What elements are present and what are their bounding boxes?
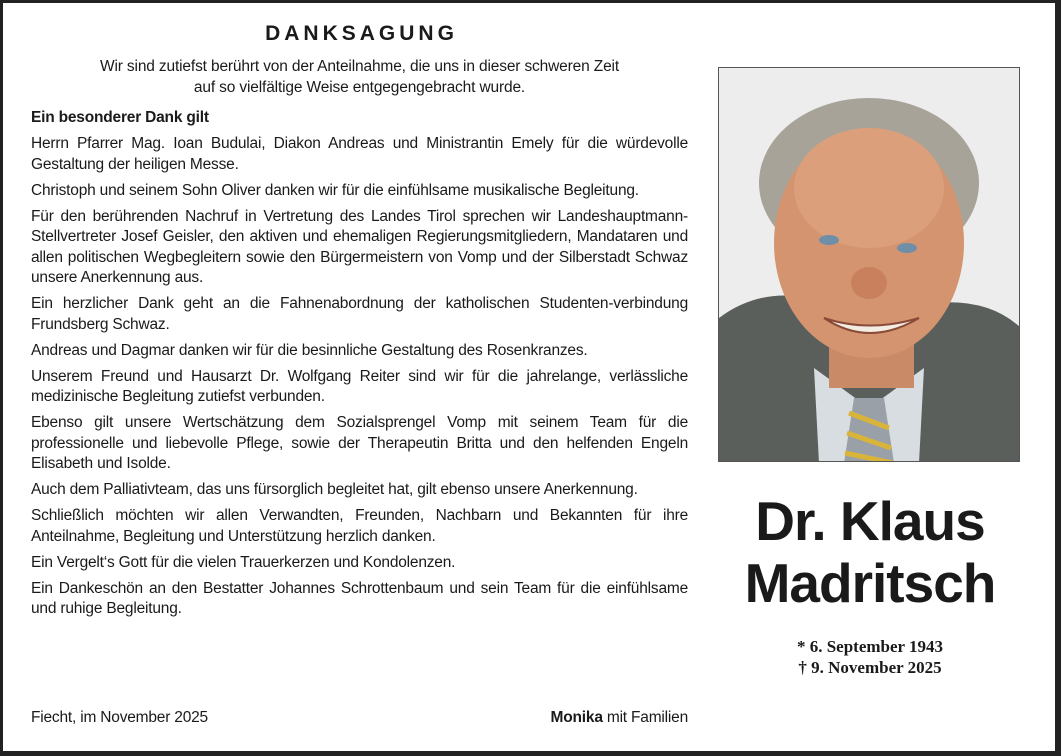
paragraph: Ein Dankeschön an den Bestatter Johannes Schrottenbaum und sein Team für die einfühlsame und ruhige Begleitung. bbox=[31, 579, 688, 617]
name-line-1: Dr. Klaus bbox=[755, 490, 985, 552]
paragraph: Ebenso gilt unsere Wertschätzung dem Sozialsprengel Vomp mit seinem Team für die professionelle und liebevolle Pflege, sowie der Therapeutin Britta und den helfenden Engeln Elisabeth und Isolde. bbox=[31, 414, 688, 472]
signature-rest: mit Familien bbox=[602, 709, 688, 726]
life-dates bbox=[700, 636, 1040, 678]
birth-date: * 6. September 1943 bbox=[796, 637, 944, 656]
paragraph: Herrn Pfarrer Mag. Ioan Budulai, Diakon Andreas und Ministrantin Emely für die würdevolle Gestaltung der heiligen Messe. bbox=[31, 135, 688, 173]
paragraph: Andreas und Dagmar danken wir für die besinnliche Gestaltung des Rosenkranzes. bbox=[31, 341, 588, 359]
signature bbox=[551, 709, 688, 727]
intro-line-1: Wir sind zutiefst berührt von der Anteilnahme, die uns in dieser schweren Zeit bbox=[99, 58, 619, 75]
paragraph: Unserem Freund und Hausarzt Dr. Wolfgang Reiter sind wir für die jahrelange, verlässliche medizinische Begleitung zutiefst verbunden. bbox=[31, 367, 688, 405]
deceased-name bbox=[700, 490, 1040, 614]
page-title: DANKSAGUNG bbox=[265, 22, 458, 45]
signature-name: Monika bbox=[550, 709, 603, 726]
paragraph: Ein Vergelt‘s Gott für die vielen Trauerkerzen und Kondolenzen. bbox=[31, 553, 456, 571]
paragraph: Christoph und seinem Sohn Oliver danken wir für die einfühlsame musikalische Begleitung. bbox=[31, 181, 639, 199]
paragraph: Für den berührenden Nachruf in Vertretung des Landes Tirol sprechen wir Landeshauptmann-Stellvertreter Josef Geisler, den aktiven und ehemaligen Regierungsmitgliedern, Mandataren und allen politischen Wegbegleitern sowie den Bürgermeistern von Vomp und der Silberstadt Schwaz unsere Anerkennung aus. bbox=[31, 207, 688, 286]
death-date: † 9. November 2025 bbox=[798, 658, 942, 677]
paragraph: Auch dem Palliativteam, das uns fürsorglich begleitet hat, gilt ebenso unsere Anerkennung. bbox=[31, 481, 638, 498]
name-line-2: Madritsch bbox=[744, 552, 996, 614]
subheading: Ein besonderer Dank gilt bbox=[31, 109, 209, 126]
intro-line-2: auf so vielfältige Weise entgegengebracht wurde. bbox=[193, 79, 526, 96]
paragraph: Schließlich möchten wir allen Verwandten, Freunden, Nachbarn und Bekannten für ihre Anteilnahme, Begleitung und Unterstützung herzlich danken. bbox=[31, 507, 688, 545]
thanks-column bbox=[31, 22, 688, 625]
paragraph: Ein herzlicher Dank geht an die Fahnenabordnung der katholischen Studenten-verbindung Frundsberg Schwaz. bbox=[31, 295, 688, 333]
intro-text bbox=[31, 56, 688, 98]
portrait-image bbox=[719, 68, 1020, 462]
place-date: Fiecht, im November 2025 bbox=[31, 709, 208, 726]
portrait-photo bbox=[718, 67, 1020, 462]
footer bbox=[31, 709, 688, 727]
